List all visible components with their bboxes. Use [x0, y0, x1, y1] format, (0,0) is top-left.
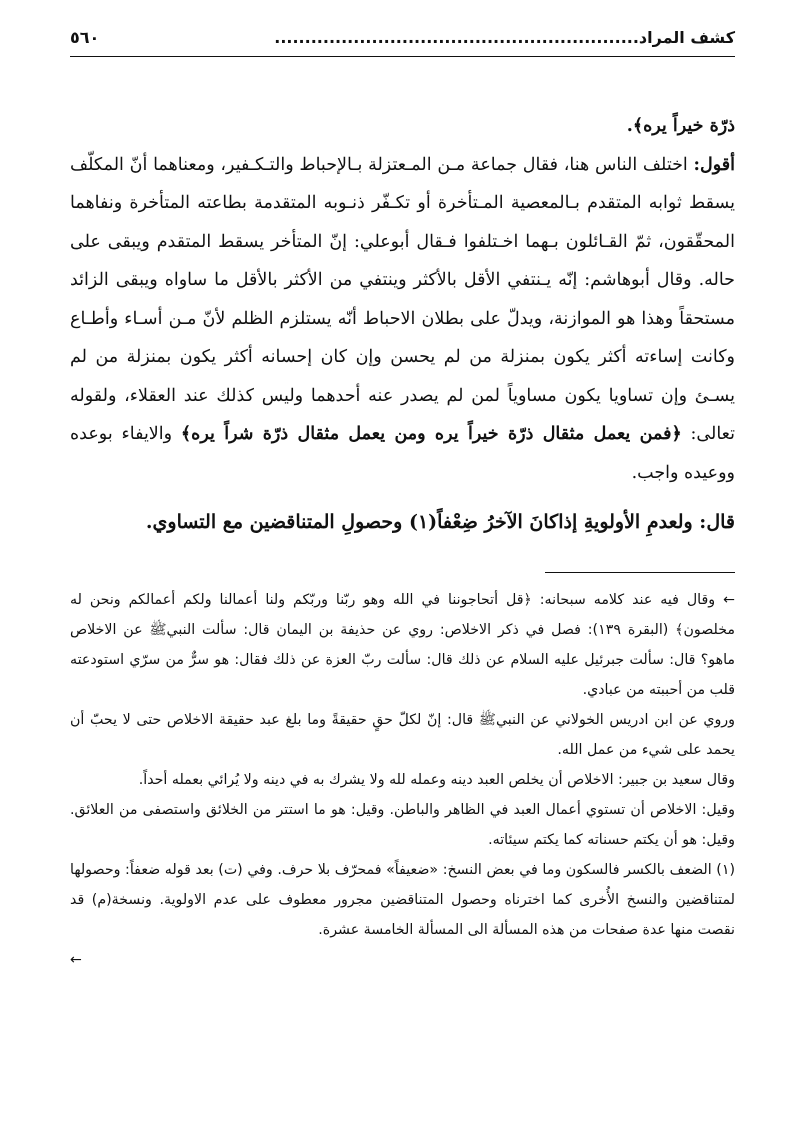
running-title — [274, 28, 735, 47]
header-leader-dots: ............................................................ — [274, 28, 639, 47]
footnote-separator — [545, 572, 735, 573]
main-text — [70, 107, 735, 542]
commentary-paragraph — [70, 146, 735, 493]
footnote-said-ibn-jubayr: وقال سعيد بن جبير: الاخلاص أن يخلص العبد دينه وعمله لله ولا يشرك به في دينه ولا يُرائي بعمله أحداً. — [138, 772, 735, 788]
page-number: ٥٦٠ — [70, 28, 100, 47]
footnote-definitions: وقيل: الاخلاص أن تستوي أعمال العبد في الظاهر والباطن. وقيل: هو ما استتر من الخلائق واستصفى من العلائق. وقيل: هو أن يكتم حسناته كما يكتم سيئاته. — [70, 802, 735, 848]
book-page — [70, 28, 735, 975]
footnotes — [70, 585, 735, 975]
commentary-text-end: والايفاء بوعده ووعيده واجب. — [70, 424, 735, 483]
verse-ending: ذرّة خيراً يره﴾. — [626, 116, 735, 136]
running-header — [70, 28, 735, 57]
book-title: كشف المراد — [638, 28, 735, 47]
footnote-1: (١) الضعف بالكسر فالسكون وما في بعض النسخ: «ضعيفاً» فمحرّف بلا حرف. وفي (ت) بعد قوله ضعفاً: وحصولها لمتناقضين والنسخ الأُخرى كما اخترناه وحصول المتناقضين مجرور معطوف على عدم الاولوية. ونسخة(م) قد نقصت منها عدة صفحات من هذه المسألة الى المسألة الخامسة عشرة. — [70, 862, 735, 938]
commentary-text: اختلف الناس هنا، فقال جماعة مـن المـعتزلة بـالإحباط والتـكـفير، ومعناهما أنّ المكلّف يسقط ثوابه المتقدم بـالمعصية المـتأخرة أو تكـفّر ذنـوبه المتقدمة بطاعته المتأخرة ونفاهما المحقّقون، ثمّ القـائلون بـهما اخـتلفوا فـقال أبوعلي: إنّ المتأخر يسقط المتقدم ويبقى على حاله. وقال أبوهاشم: إنّه يـنتفي الأقل بالأكثر وينتفي من الأكثر بالأقل ما ساواه ويبقى الزائد مستحقاً وهذا هو الموازنة، ويدلّ على بطلان الاحباط أنّه يستلزم الظلم لأنّ مـن أسـاء وأطـاع وكانت إساءته أكثر يكون بمنزلة من لم يحسن وإن كان إحسانه أكثر يكون بمنزلة من لم يسـئ وإن تساويا يكون مساوياً لمن لم يصدر عنه أحدهما وليس كذلك عند العقلاء، ولقوله تعالى: — [70, 154, 735, 444]
qala-statement: قال: ولعدمِ الأولويةِ إذاكانَ الآخرُ ضِعْفاً(١) وحصولِ المتناقضين مع التساوي. — [145, 511, 735, 533]
continue-arrow: ← — [70, 952, 82, 968]
footnote-hadith: وروي عن ابن ادريس الخولاني عن النبيﷺ قال: إنّ لكلّ حقٍ حقيقةً وما بلغ عبد حقيقة الاخلاص حتى لا يحبّ أن يحمد على شيء من عمل الله. — [70, 712, 735, 758]
footnote-continued: ← وقال فيه عند كلامه سبحانه: ﴿قل أتحاجوننا في الله وهو ربّنا وربّكم ولنا أعمالنا ولكم أعمالكم ونحن له مخلصون﴾ (البقرة ١٣٩): فصل في ذكر الاخلاص: روي عن حذيفة بن اليمان قال: سألت النبيﷺ عن الاخلاص ماهو؟ قال: سألت جبرئيل عليه السلام عن ذلك قال: سألت ربّ العزة عن ذلك فقال: هو سرٌّ من سرّي استودعته قلب من أحببته من عبادي. — [70, 592, 735, 698]
aqul-marker: أقول: — [693, 154, 735, 175]
quran-quote: ﴿فمن يعمل مثقال ذرّة خيراً يره ومن يعمل مثقال ذرّة شراً يره﴾ — [180, 424, 682, 444]
